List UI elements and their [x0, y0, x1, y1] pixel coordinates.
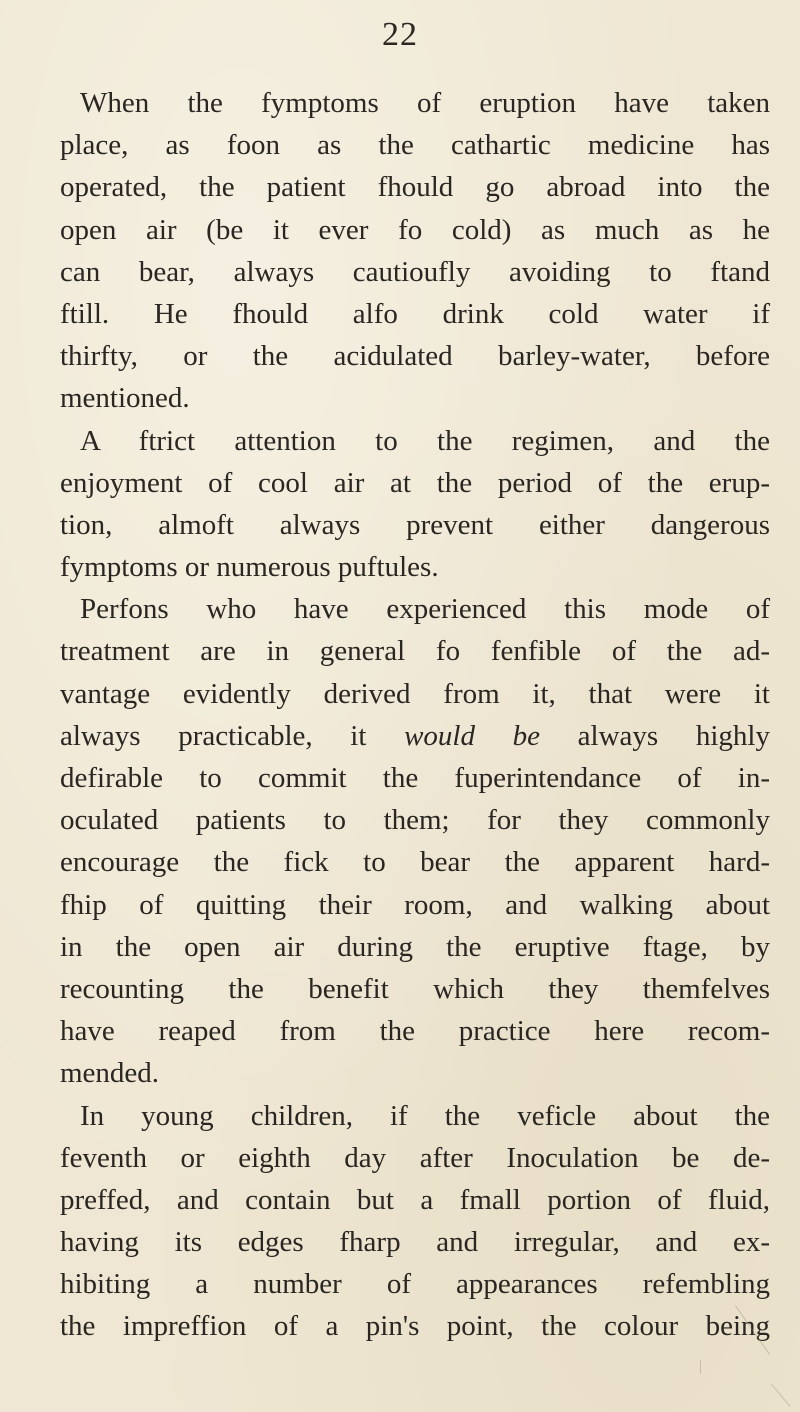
text-line: When the fymptoms of eruption have taken	[80, 87, 770, 119]
text-line: hibiting a number of appearances refembling	[60, 1268, 770, 1301]
text-line: having its edges fharp and irregular, and ex-	[60, 1226, 770, 1259]
text-line: vantage evidently derived from it, that were it	[60, 677, 770, 710]
text-line: enjoyment of cool air at the period of the erup-	[60, 466, 770, 499]
text-line: encourage the fick to bear the apparent hard-	[60, 846, 770, 879]
text-line: ftill. He fhould alfo drink cold water if	[60, 297, 770, 330]
paper-speck	[770, 1383, 790, 1407]
text-line: can bear, always cautioufly avoiding to ftand	[60, 255, 770, 288]
text-line: Perfons who have experienced this mode of	[80, 593, 770, 626]
text-line: the impreffion of a pin's point, the colour being	[60, 1310, 770, 1343]
text-line: In young children, if the veficle about the	[80, 1099, 770, 1132]
text-line: recounting the benefit which they themfelves	[60, 972, 770, 1005]
page-number: 22	[382, 16, 418, 53]
text-line: have reaped from the practice here recom-	[60, 1015, 770, 1048]
text-line: place, as foon as the cathartic medicine has	[60, 129, 770, 162]
text-line: oculated patients to them; for they commonly	[60, 804, 770, 837]
italic-phrase: would be	[404, 719, 541, 752]
text-line: feventh or eighth day after Inoculation be de-	[60, 1141, 770, 1174]
text-line: mentioned.	[60, 382, 190, 415]
paper-speck	[700, 1360, 701, 1374]
text-line: thirfty, or the acidulated barley-water, before	[60, 340, 770, 373]
text-line: treatment are in general fo fenfible of the ad-	[60, 635, 770, 668]
text-line: always practicable, it would be always highly	[60, 719, 770, 752]
text-line: defirable to commit the fuperintendance of in-	[60, 762, 770, 794]
text-line: open air (be it ever fo cold) as much as he	[60, 213, 770, 246]
text-line: fhip of quitting their room, and walking about	[60, 888, 770, 921]
text-line: A ftrict attention to the regimen, and the	[80, 424, 770, 457]
text-line: mended.	[60, 1057, 160, 1090]
text-line: preffed, and contain but a fmall portion of fluid,	[60, 1183, 770, 1216]
text-line: in the open air during the eruptive ftage, by	[60, 930, 770, 963]
text-line: tion, almoft always prevent either dangerous	[60, 508, 770, 541]
body-text	[60, 82, 770, 1348]
text-line: fymptoms or numerous puftules.	[60, 551, 439, 584]
text-line: operated, the patient fhould go abroad into the	[60, 171, 770, 204]
